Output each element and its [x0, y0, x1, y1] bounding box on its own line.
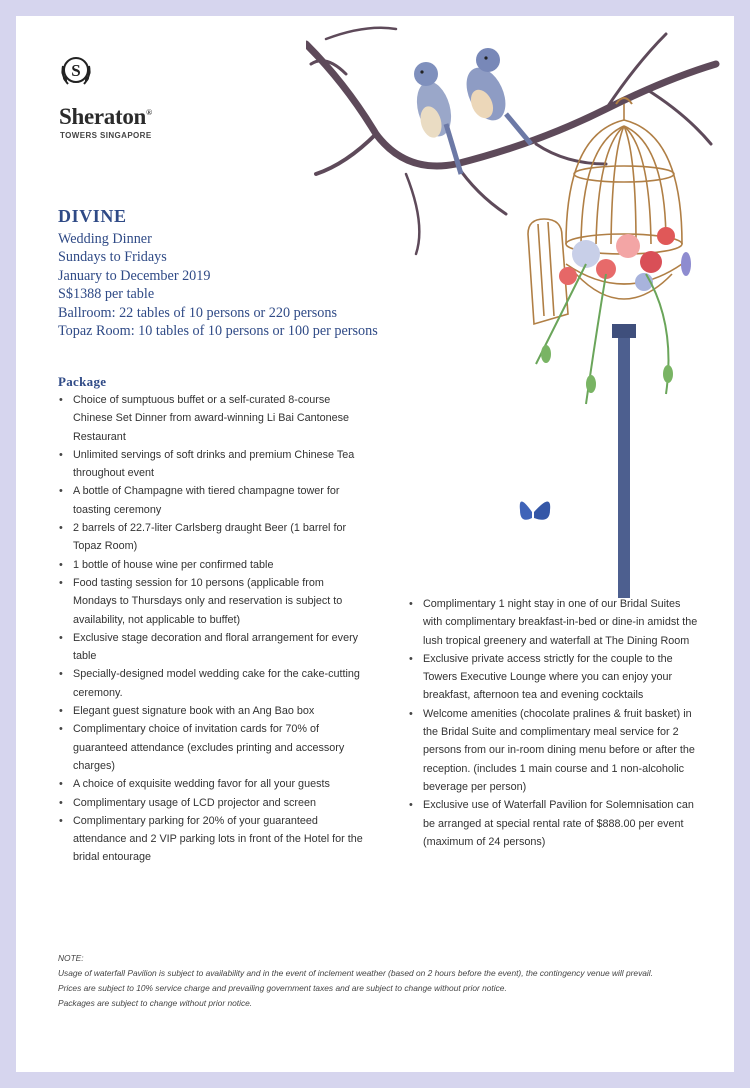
note-heading: NOTE:: [58, 953, 84, 963]
note-item: Packages are subject to change without prior notice.: [58, 998, 253, 1008]
list-item: • Welcome amenities (chocolate pralines & fruit basket) in the Bridal Suite and complimentary meal service for 2 persons from our in-room dining menu before or after the reception. (includes 1 main course and 1 non-alcoholic beverage per person): [408, 705, 698, 796]
detail-price: S$1388 per table: [58, 286, 155, 303]
birds: [411, 48, 531, 174]
list-item: • Complimentary choice of invitation cards for 70% of guaranteed attendance (excludes printing and accessory charges): [58, 720, 370, 775]
list-item: • Complimentary parking for 20% of your guaranteed attendance and 2 VIP parking lots in front of the Hotel for the bridal entourage: [58, 812, 370, 867]
list-item: • Unlimited servings of soft drinks and premium Chinese Tea throughout event: [58, 446, 370, 483]
detail-ballroom: Ballroom: 22 tables of 10 persons or 220 persons: [58, 304, 337, 321]
detail-days: Sundays to Fridays: [58, 249, 167, 266]
list-item: • Elegant guest signature book with an Ang Bao box: [58, 702, 370, 720]
package-heading: Package: [58, 374, 107, 389]
cage-stand: [612, 324, 636, 598]
list-item: • Specially-designed model wedding cake for the cake-cutting ceremony.: [58, 665, 370, 702]
laurel-logo-icon: [58, 52, 94, 92]
list-item: • Complimentary 1 night stay in one of our Bridal Suites with complimentary breakfast-in-bed or dine-in amidst the lush tropical greenery and waterfall at The Dining Room: [408, 595, 698, 650]
list-item: • 1 bottle of house wine per confirmed table: [58, 556, 370, 574]
footnotes: [58, 951, 698, 1011]
note-item: Prices are subject to 10% service charge and prevailing government taxes and are subject to change without prior notice.: [58, 983, 507, 993]
list-item: • A bottle of Champagne with tiered champagne tower for toasting ceremony: [58, 482, 370, 519]
list-item: • 2 barrels of 22.7-liter Carlsberg draught Beer (1 barrel for Topaz Room): [58, 519, 370, 556]
brochure-page: [16, 16, 734, 1072]
package-title: DIVINE: [58, 206, 127, 226]
list-item: • Exclusive use of Waterfall Pavilion for Solemnisation can be arranged at special rental rate of $888.00 per event (maximum of 24 persons): [408, 796, 698, 851]
sheraton-logo: [58, 52, 94, 97]
list-item: • Complimentary usage of LCD projector and screen: [58, 794, 370, 812]
detail-topaz-room: Topaz Room: 10 tables of 10 persons or 100 per persons: [58, 323, 378, 340]
list-item: • A choice of exquisite wedding favor for all your guests: [58, 775, 370, 793]
detail-period: January to December 2019: [58, 267, 211, 284]
brand-subtitle: TOWERS SINGAPORE: [60, 131, 152, 140]
list-item: • Choice of sumptuous buffet or a self-curated 8-course Chinese Set Dinner from award-winning Li Bai Cantonese Restaurant: [58, 391, 370, 446]
package-details: [58, 230, 378, 340]
tree-branch: [306, 28, 716, 254]
svg-text:S: S: [71, 61, 81, 80]
list-item: • Food tasting session for 10 persons (applicable from Mondays to Thursdays only and reservation is subject to availability, not applicable to buffet): [58, 574, 370, 629]
list-item: • Exclusive private access strictly for the couple to the Towers Executive Lounge where you can enjoy your breakfast, afternoon tea and evening cocktails: [408, 650, 698, 705]
list-item: • Exclusive stage decoration and floral arrangement for every table: [58, 629, 370, 666]
package-list-left: [58, 391, 370, 867]
brand-name: Sheraton®: [59, 104, 152, 129]
detail-event: Wedding Dinner: [58, 231, 152, 247]
note-item: Usage of waterfall Pavilion is subject to availability and in the event of inclement weather (based on 2 hours before the event), the contingency venue will prevail.: [58, 968, 653, 978]
butterfly-icon: [520, 501, 550, 519]
package-list-right: [408, 595, 698, 851]
